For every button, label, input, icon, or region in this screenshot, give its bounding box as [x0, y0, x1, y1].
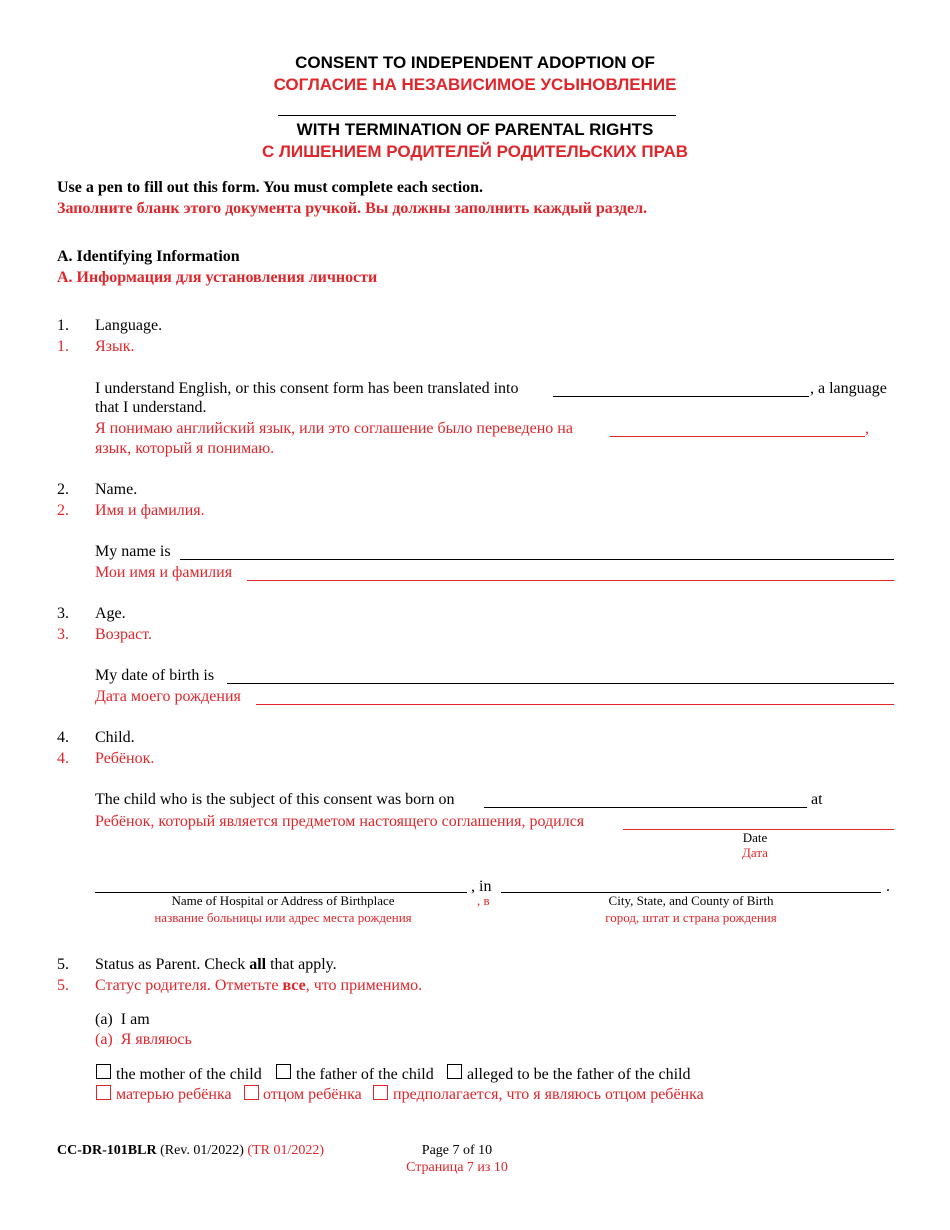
name-input-line[interactable] — [180, 559, 894, 560]
child-birth-at-text: at — [811, 791, 823, 808]
item-3-number-ru: 3. — [57, 626, 69, 643]
hospital-caption-en: Name of Hospital or Address of Birthplace — [171, 893, 395, 908]
alleged-father-option-ru: предполагается, что я являюсь отцом ребёнка — [393, 1086, 704, 1103]
in-text-ru: , в — [477, 893, 490, 908]
dob-input-line-ru[interactable] — [256, 704, 894, 705]
language-text-en: I understand English, or this consent form has been translated into — [95, 380, 519, 397]
language-input-line-ru[interactable] — [610, 436, 865, 437]
hospital-caption-ru: название больницы или адрес места рождения — [154, 910, 412, 925]
footer-page-ru: Страница 7 из 10 — [406, 1160, 508, 1175]
alleged-father-option-en: alleged to be the father of the child — [467, 1066, 691, 1083]
father-option-en: the father of the child — [296, 1066, 434, 1083]
item-3-label-en: Age. — [95, 605, 126, 622]
city-caption-ru: город, штат и страна рождения — [605, 910, 777, 925]
in-text-en: , in — [471, 878, 492, 895]
status-sub-a-en: (a) I am — [95, 1011, 150, 1028]
dob-field-label-en: My date of birth is — [95, 667, 215, 684]
instructions-ru: Заполните бланк этого документа ручкой. Вы должны заполнить каждый раздел. — [57, 200, 648, 217]
item-5-number: 5. — [57, 956, 69, 973]
mother-option-en: the mother of the child — [116, 1066, 262, 1083]
item-5-label-ru: Статус родителя. Отметьте все, что применимо. — [95, 977, 423, 994]
item-2-number-ru: 2. — [57, 502, 69, 519]
item-4-label-ru: Ребёнок. — [95, 750, 155, 767]
name-field-label-ru: Мои имя и фамилия — [95, 564, 233, 581]
item-1-number-ru: 1. — [57, 338, 69, 355]
item-1-label-ru: Язык. — [95, 338, 135, 355]
father-checkbox[interactable] — [276, 1064, 291, 1079]
title-ru: СОГЛАСИЕ НА НЕЗАВИСИМОЕ УСЫНОВЛЕНИЕ — [273, 75, 677, 94]
name-input-line-ru[interactable] — [247, 580, 894, 581]
alleged-father-checkbox[interactable] — [447, 1064, 462, 1079]
mother-checkbox-ru[interactable] — [96, 1085, 111, 1100]
language-text-ru-2: язык, который я понимаю. — [95, 440, 275, 457]
item-3-number: 3. — [57, 605, 69, 622]
item-4-label-en: Child. — [95, 729, 135, 746]
status-sub-a-ru: (a) Я являюсь — [95, 1031, 192, 1048]
mother-option-ru: матерью ребёнка — [116, 1086, 232, 1103]
section-a-heading-ru: A. Информация для установления личности — [57, 269, 378, 286]
child-birth-text-ru: Ребёнок, который является предметом настоящего соглашения, родился — [95, 813, 585, 830]
item-4-number-ru: 4. — [57, 750, 69, 767]
item-4-number: 4. — [57, 729, 69, 746]
language-text-ru-suffix: , — [865, 420, 869, 437]
title-en: CONSENT TO INDEPENDENT ADOPTION OF — [295, 53, 655, 72]
date-caption-ru: Дата — [742, 845, 768, 860]
name-field-label-en: My name is — [95, 543, 171, 560]
language-text-en-suffix: , a language — [810, 380, 887, 397]
item-5-number-ru: 5. — [57, 977, 69, 994]
child-birth-text-en: The child who is the subject of this consent was born on — [95, 791, 455, 808]
footer-form-id: CC-DR-101BLR (Rev. 01/2022) (TR 01/2022) — [57, 1143, 325, 1158]
footer-page-en: Page 7 of 10 — [421, 1143, 493, 1158]
item-2-number: 2. — [57, 481, 69, 498]
child-name-line[interactable] — [278, 115, 676, 116]
instructions-en: Use a pen to fill out this form. You must complete each section. — [57, 179, 484, 196]
child-birth-date-line[interactable] — [484, 807, 807, 808]
dob-field-label-ru: Дата моего рождения — [95, 688, 241, 705]
subtitle-en: WITH TERMINATION OF PARENTAL RIGHTS — [296, 120, 654, 139]
subtitle-ru: С ЛИШЕНИЕМ РОДИТЕЛЕЙ РОДИТЕЛЬСКИХ ПРАВ — [261, 142, 689, 161]
section-a-heading-en: A. Identifying Information — [57, 248, 240, 265]
language-text-en-2: that I understand. — [95, 399, 207, 416]
item-5-label-en: Status as Parent. Check all that apply. — [95, 956, 337, 973]
item-1-number: 1. — [57, 317, 69, 334]
language-text-ru: Я понимаю английский язык, или это соглашение было переведено на — [95, 420, 573, 437]
father-checkbox-ru[interactable] — [244, 1085, 259, 1100]
period-text: . — [886, 878, 890, 895]
item-2-label-ru: Имя и фамилия. — [95, 502, 205, 519]
dob-input-line[interactable] — [227, 683, 894, 684]
item-1-label-en: Language. — [95, 317, 163, 334]
father-option-ru: отцом ребёнка — [263, 1086, 362, 1103]
city-caption-en: City, State, and County of Birth — [608, 893, 774, 908]
mother-checkbox[interactable] — [96, 1064, 111, 1079]
alleged-father-checkbox-ru[interactable] — [373, 1085, 388, 1100]
language-input-line[interactable] — [553, 396, 809, 397]
item-2-label-en: Name. — [95, 481, 138, 498]
item-3-label-ru: Возраст. — [95, 626, 152, 643]
date-caption-en: Date — [742, 830, 768, 845]
